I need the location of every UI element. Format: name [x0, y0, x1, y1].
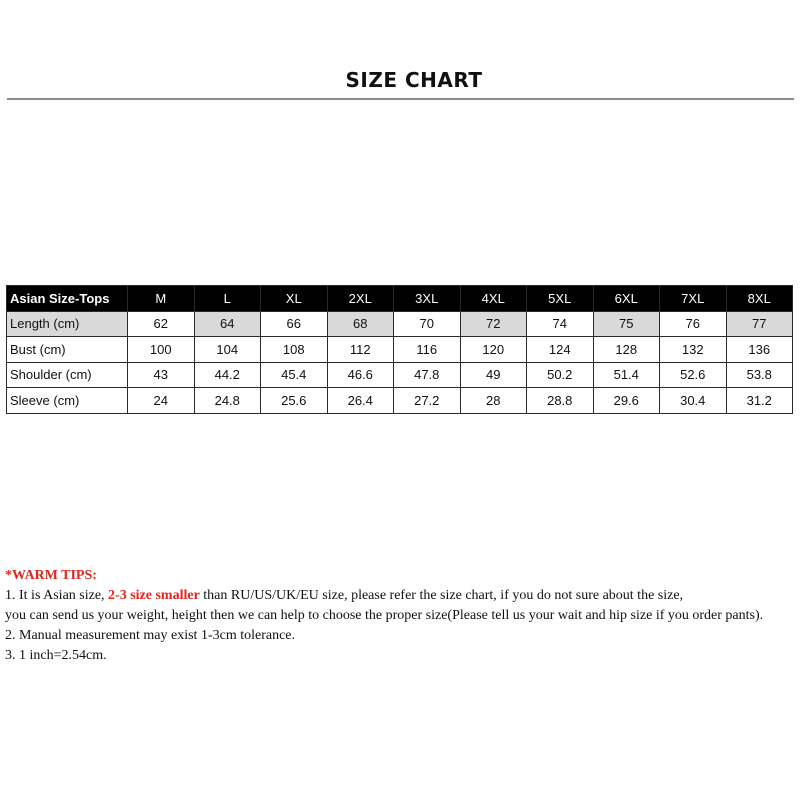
- row-label: Shoulder (cm): [7, 362, 128, 388]
- table-header-row: [7, 286, 793, 312]
- table-cell: 136: [726, 337, 793, 363]
- table-cell: 112: [327, 337, 394, 363]
- warm-tips: [5, 566, 800, 666]
- table-cell: 116: [394, 337, 461, 363]
- tip-1: [5, 586, 800, 606]
- table-cell: 75: [593, 311, 660, 337]
- table-cell: 66: [261, 311, 328, 337]
- table-cell: 28: [460, 388, 527, 414]
- table-cell: 50.2: [527, 362, 594, 388]
- tip-1-suffix: than RU/US/UK/EU size, please refer the size chart, if you do not sure about the size,: [199, 588, 684, 603]
- table-cell: 24.8: [194, 388, 261, 414]
- size-header: 3XL: [394, 286, 461, 312]
- table-row: [7, 362, 793, 388]
- table-cell: 52.6: [660, 362, 727, 388]
- tips-heading: *WARM TIPS:: [5, 568, 97, 583]
- table-cell: 74: [527, 311, 594, 337]
- size-header: 5XL: [527, 286, 594, 312]
- table-cell: 70: [394, 311, 461, 337]
- table-cell: 46.6: [327, 362, 394, 388]
- table-cell: 53.8: [726, 362, 793, 388]
- table-cell: 108: [261, 337, 328, 363]
- table-cell: 68: [327, 311, 394, 337]
- table-cell: 43: [128, 362, 195, 388]
- table-header-label: Asian Size-Tops: [7, 286, 128, 312]
- table-cell: 26.4: [327, 388, 394, 414]
- table-cell: 45.4: [261, 362, 328, 388]
- table-cell: 44.2: [194, 362, 261, 388]
- table-cell: 124: [527, 337, 594, 363]
- table-row: [7, 311, 793, 337]
- size-header: 8XL: [726, 286, 793, 312]
- size-header: 2XL: [327, 286, 394, 312]
- table-cell: 132: [660, 337, 727, 363]
- table-cell: 120: [460, 337, 527, 363]
- tip-1-prefix: 1. It is Asian size,: [5, 588, 109, 603]
- size-header: XL: [261, 286, 328, 312]
- table-cell: 47.8: [394, 362, 461, 388]
- table-cell: 64: [194, 311, 261, 337]
- table-cell: 51.4: [593, 362, 660, 388]
- table-cell: 30.4: [660, 388, 727, 414]
- size-header: 7XL: [660, 286, 727, 312]
- row-label: Sleeve (cm): [7, 388, 128, 414]
- table-cell: 77: [726, 311, 793, 337]
- row-label: Bust (cm): [7, 337, 128, 363]
- table-cell: 24: [128, 388, 195, 414]
- size-header: 4XL: [460, 286, 527, 312]
- table-row: [7, 388, 793, 414]
- table-cell: 128: [593, 337, 660, 363]
- table-cell: 72: [460, 311, 527, 337]
- table-cell: 25.6: [261, 388, 328, 414]
- table-cell: 49: [460, 362, 527, 388]
- table-cell: 31.2: [726, 388, 793, 414]
- tip-1-highlight: 2-3 size smaller: [108, 588, 200, 603]
- table-cell: 28.8: [527, 388, 594, 414]
- row-label: Length (cm): [7, 311, 128, 337]
- table-cell: 29.6: [593, 388, 660, 414]
- size-table: [6, 285, 793, 414]
- table-cell: 62: [128, 311, 195, 337]
- size-header: L: [194, 286, 261, 312]
- table-cell: 27.2: [394, 388, 461, 414]
- tip-1-continued: you can send us your weight, height then we can help to choose the proper size(Please tell us your wait and hip size if you order pants).: [5, 608, 764, 623]
- table-cell: 76: [660, 311, 727, 337]
- title-divider: [7, 98, 794, 100]
- table-row: [7, 337, 793, 363]
- page-title: SIZE CHART: [345, 68, 483, 92]
- tip-3: 3. 1 inch=2.54cm.: [5, 648, 107, 663]
- size-header: 6XL: [593, 286, 660, 312]
- size-header: M: [128, 286, 195, 312]
- table-cell: 104: [194, 337, 261, 363]
- tip-2: 2. Manual measurement may exist 1-3cm tolerance.: [5, 628, 296, 643]
- table-cell: 100: [128, 337, 195, 363]
